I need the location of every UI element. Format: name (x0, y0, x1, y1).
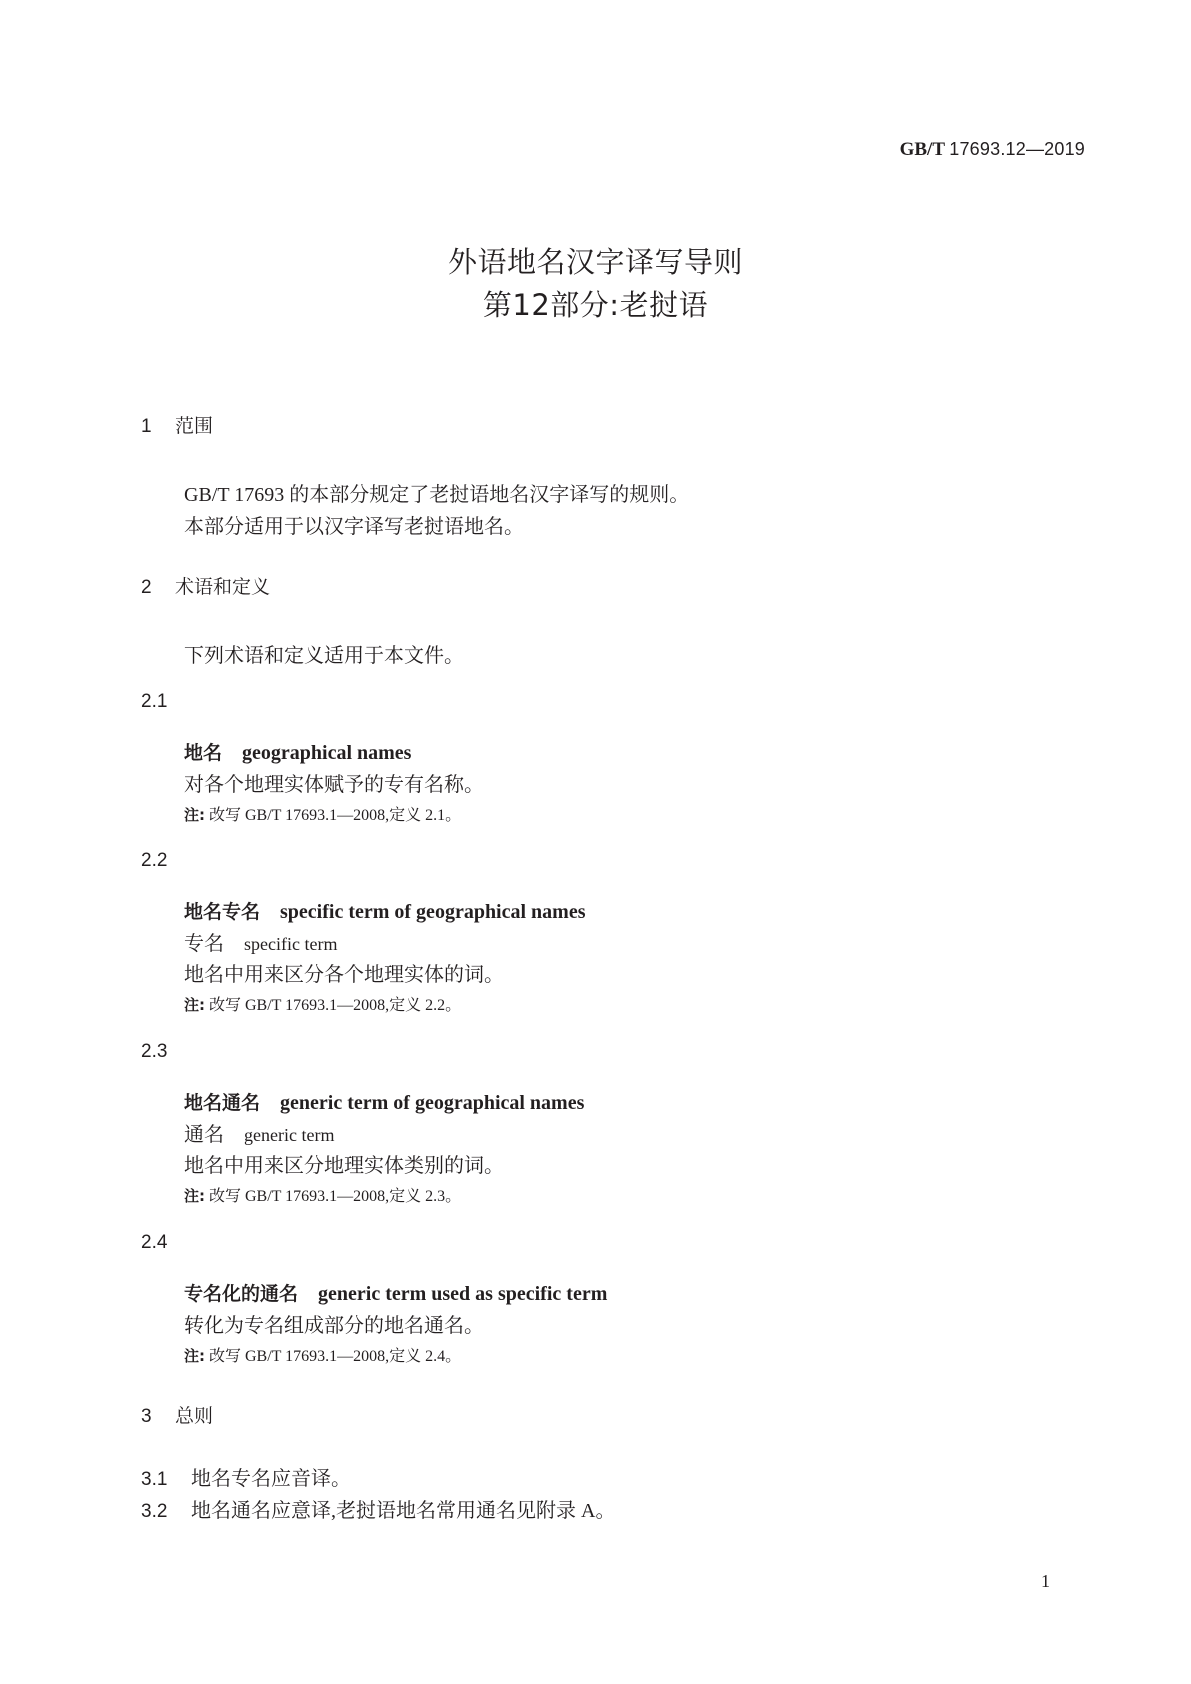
note-label: 注: (184, 1187, 205, 1205)
term-definition: 地名中用来区分各个地理实体的词。 (184, 964, 504, 986)
term-entry (184, 743, 411, 763)
section-1-heading (141, 417, 213, 436)
section-number: 3 (141, 1406, 152, 1427)
term-zh: 地名专名 (184, 901, 261, 923)
term-definition: 地名中用来区分地理实体类别的词。 (184, 1155, 504, 1177)
section-title: 总则 (175, 1405, 214, 1427)
clause-number: 3.1 (141, 1469, 168, 1490)
section-2-heading (141, 578, 270, 597)
scope-paragraph-2: 本部分适用于以汉字译写老挝语地名。 (184, 516, 524, 538)
standard-number (900, 140, 1085, 159)
term-zh: 地名通名 (184, 1092, 261, 1114)
term-en: geographical names (242, 742, 412, 764)
note-label: 注: (184, 996, 205, 1014)
term-note (184, 998, 461, 1014)
note-label: 注: (184, 1347, 205, 1365)
term-entry (184, 902, 586, 922)
admitted-term-en: specific term (244, 934, 338, 954)
admitted-term (184, 1125, 334, 1145)
term-note (184, 808, 461, 824)
term-note (184, 1349, 461, 1365)
admitted-term-zh: 通名 (184, 1124, 224, 1146)
admitted-term-zh: 专名 (184, 933, 224, 955)
clause-2-1-number: 2.1 (141, 691, 168, 712)
term-en: specific term of geographical names (280, 901, 586, 923)
term-entry (184, 1093, 584, 1113)
clause-3-1 (141, 1469, 351, 1489)
admitted-term (184, 934, 337, 954)
note-text: 改写 GB/T 17693.1—2008,定义 2.3。 (209, 1188, 462, 1205)
term-definition: 对各个地理实体赋予的专有名称。 (184, 774, 484, 796)
document-title: 外语地名汉字译写导则 (447, 245, 743, 279)
term-en: generic term of geographical names (280, 1092, 585, 1114)
section-number: 1 (141, 416, 152, 437)
section-title: 术语和定义 (175, 576, 271, 598)
section-number: 2 (141, 577, 152, 598)
clause-2-4-number: 2.4 (141, 1232, 168, 1253)
clause-number: 3.2 (141, 1501, 168, 1522)
standard-prefix: GB/T (899, 139, 946, 160)
terms-intro: 下列术语和定义适用于本文件。 (184, 645, 464, 667)
standard-code: 17693.12—2019 (949, 139, 1085, 159)
note-text: 改写 GB/T 17693.1—2008,定义 2.2。 (209, 997, 462, 1014)
term-en: generic term used as specific term (318, 1283, 608, 1305)
section-3-heading (141, 1407, 213, 1426)
document-subtitle: 第12部分:老挝语 (482, 288, 709, 322)
clause-text: 地名通名应意译,老挝语地名常用通名见附录 A。 (191, 1500, 616, 1522)
term-entry (184, 1284, 607, 1304)
scope-paragraph-1: GB/T 17693 的本部分规定了老挝语地名汉字译写的规则。 (184, 484, 690, 506)
term-definition: 转化为专名组成部分的地名通名。 (184, 1315, 484, 1337)
note-label: 注: (184, 806, 205, 824)
section-title: 范围 (175, 415, 214, 437)
term-zh: 专名化的通名 (184, 1283, 299, 1305)
admitted-term-en: generic term (244, 1125, 335, 1145)
clause-3-2 (141, 1501, 615, 1521)
term-note (184, 1189, 461, 1205)
clause-2-2-number: 2.2 (141, 850, 168, 871)
clause-2-3-number: 2.3 (141, 1041, 168, 1062)
note-text: 改写 GB/T 17693.1—2008,定义 2.1。 (209, 807, 462, 824)
page-number: 1 (1041, 1571, 1050, 1591)
note-text: 改写 GB/T 17693.1—2008,定义 2.4。 (209, 1348, 462, 1365)
term-zh: 地名 (184, 742, 223, 764)
clause-text: 地名专名应音译。 (191, 1468, 351, 1490)
